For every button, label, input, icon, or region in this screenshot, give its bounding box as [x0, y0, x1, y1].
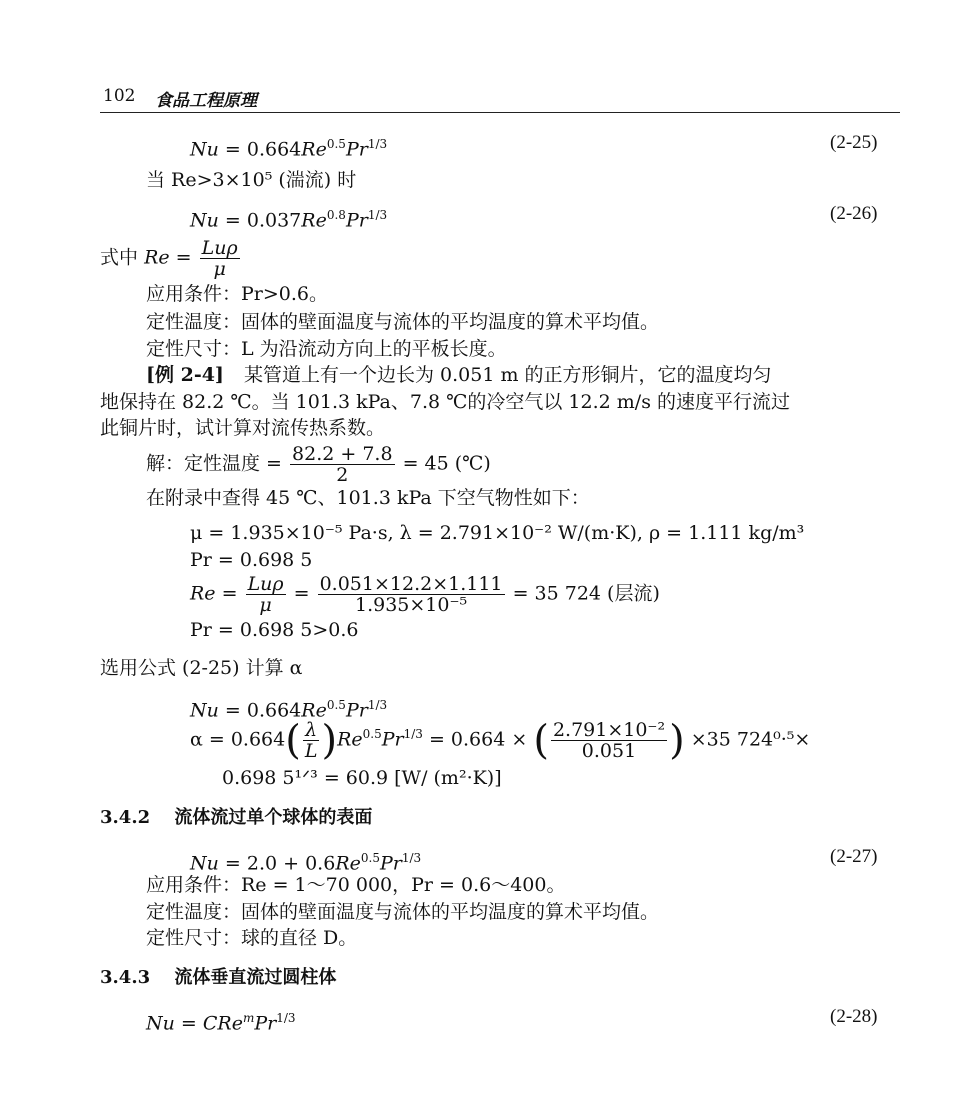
solution-temp [146, 444, 491, 485]
solution-prefix: 解：定性温度 = [146, 452, 282, 475]
example-text-1: 某管道上有一个边长为 0.051 m 的正方形铜片，它的温度均匀 [243, 364, 772, 386]
lookup-line: 在附录中查得 45 ℃、101.3 kPa 下空气物性如下： [146, 487, 590, 509]
section-3-4-3-number: 3.4.3 [100, 967, 151, 988]
section-3-4-3-heading [100, 963, 336, 989]
section-3-4-2-heading [100, 803, 372, 829]
temp-frac-num: 82.2 + 7.8 [292, 443, 393, 465]
equation-2-26: $Nu = 0.037Re^{0.8}Pr^{1/3}$ [190, 208, 388, 232]
re-result: = 35 724 (层流) [512, 582, 660, 605]
qualitative-size-a: 定性尺寸：L 为沿流动方向上的平板长度。 [146, 338, 507, 360]
applicable-condition-a: 应用条件：Pr>0.6。 [146, 283, 329, 305]
re-definition: 式中 Re = $\frac{\text{Luρ}}{\mu}$ [100, 237, 238, 280]
alpha-tail: ×35 724⁰·⁵× [690, 728, 811, 751]
example-line-2: 地保持在 82.2 ℃。当 101.3 kPa、7.8 ℃的冷空气以 12.2 m/s 的速度平行流过 [100, 391, 790, 413]
lambda-frac-num: 2.791×10⁻² [552, 719, 666, 741]
temp-frac-den: 2 [336, 464, 349, 486]
where-prefix: 式中 [100, 246, 139, 269]
re-frac-num: 0.051×12.2×1.111 [319, 573, 503, 595]
pr-check: Pr = 0.698 5>0.6 [190, 619, 359, 641]
example-label: [例 2-4] [146, 364, 224, 386]
nu-formula-repeat: $Nu = 0.664Re^{0.5}Pr^{1/3}$ [190, 698, 388, 722]
properties-line: μ = 1.935×10⁻⁵ Pa·s, λ = 2.791×10⁻² W/(m·K), ρ = 1.111 kg/m³ [190, 522, 805, 544]
equation-2-28: $Nu = CRe^mPr^{1/3}$ [146, 1011, 296, 1035]
running-title: 食品工程原理 [155, 91, 257, 111]
eq-number-2-25: (2-25) [830, 132, 878, 153]
choose-formula: 选用公式 (2-25) 计算 α [100, 657, 303, 679]
turbulent-condition: 当 Re>3×10⁵ (湍流) 时 [146, 169, 357, 191]
alpha-formula: α = 0.664( $\frac{\lambda}{L}$ )$Re^{0.5}Pr^{1/3} = 0.664$ × ( $\frac{\text{2.791×10⁻²}}{0.051}$ ) ×35 724⁰·⁵× [190, 717, 811, 764]
equation-2-27: $Nu = 2.0 + 0.6Re^{0.5}Pr^{1/3}$ [190, 851, 422, 875]
pr-value: Pr = 0.698 5 [190, 549, 313, 571]
section-3-4-2-number: 3.4.2 [100, 807, 151, 828]
eq-number-2-28: (2-28) [830, 1006, 878, 1027]
example-line-1 [146, 363, 772, 387]
equation-2-25: $Nu = 0.664Re^{0.5}Pr^{1/3}$ [190, 137, 388, 161]
qualitative-size-b: 定性尺寸：球的直径 D。 [146, 927, 358, 949]
section-3-4-3-title: 流体垂直流过圆柱体 [174, 967, 337, 988]
qualitative-temp-b: 定性温度：固体的壁面温度与流体的平均温度的算术平均值。 [146, 901, 660, 923]
applicable-condition-b: 应用条件：Re = 1～70 000，Pr = 0.6～400。 [146, 874, 566, 896]
qualitative-temp-a: 定性温度：固体的壁面温度与流体的平均温度的算术平均值。 [146, 311, 660, 333]
page-number: 102 [103, 86, 136, 106]
alpha-result: 0.698 5¹ᐟ³ = 60.9 [W/ (m²·K)] [222, 767, 502, 789]
eq-number-2-27: (2-27) [830, 846, 878, 867]
lambda-frac-den: 0.051 [581, 740, 637, 762]
section-3-4-2-title: 流体流过单个球体的表面 [174, 807, 373, 828]
eq-number-2-26: (2-26) [830, 203, 878, 224]
re-frac-den: 1.935×10⁻⁵ [354, 594, 468, 616]
re-calculation: Re = $\frac{\text{Luρ}}{\mu}$ = $\frac{0.051\times 12.2\times 1.111}{\text{1.935×10⁻⁵}}$ = 35 724 (层流) [190, 573, 660, 616]
temp-result: = 45 (℃) [402, 452, 491, 475]
example-line-3: 此铜片时，试计算对流传热系数。 [100, 417, 386, 439]
header-rule [100, 112, 900, 113]
